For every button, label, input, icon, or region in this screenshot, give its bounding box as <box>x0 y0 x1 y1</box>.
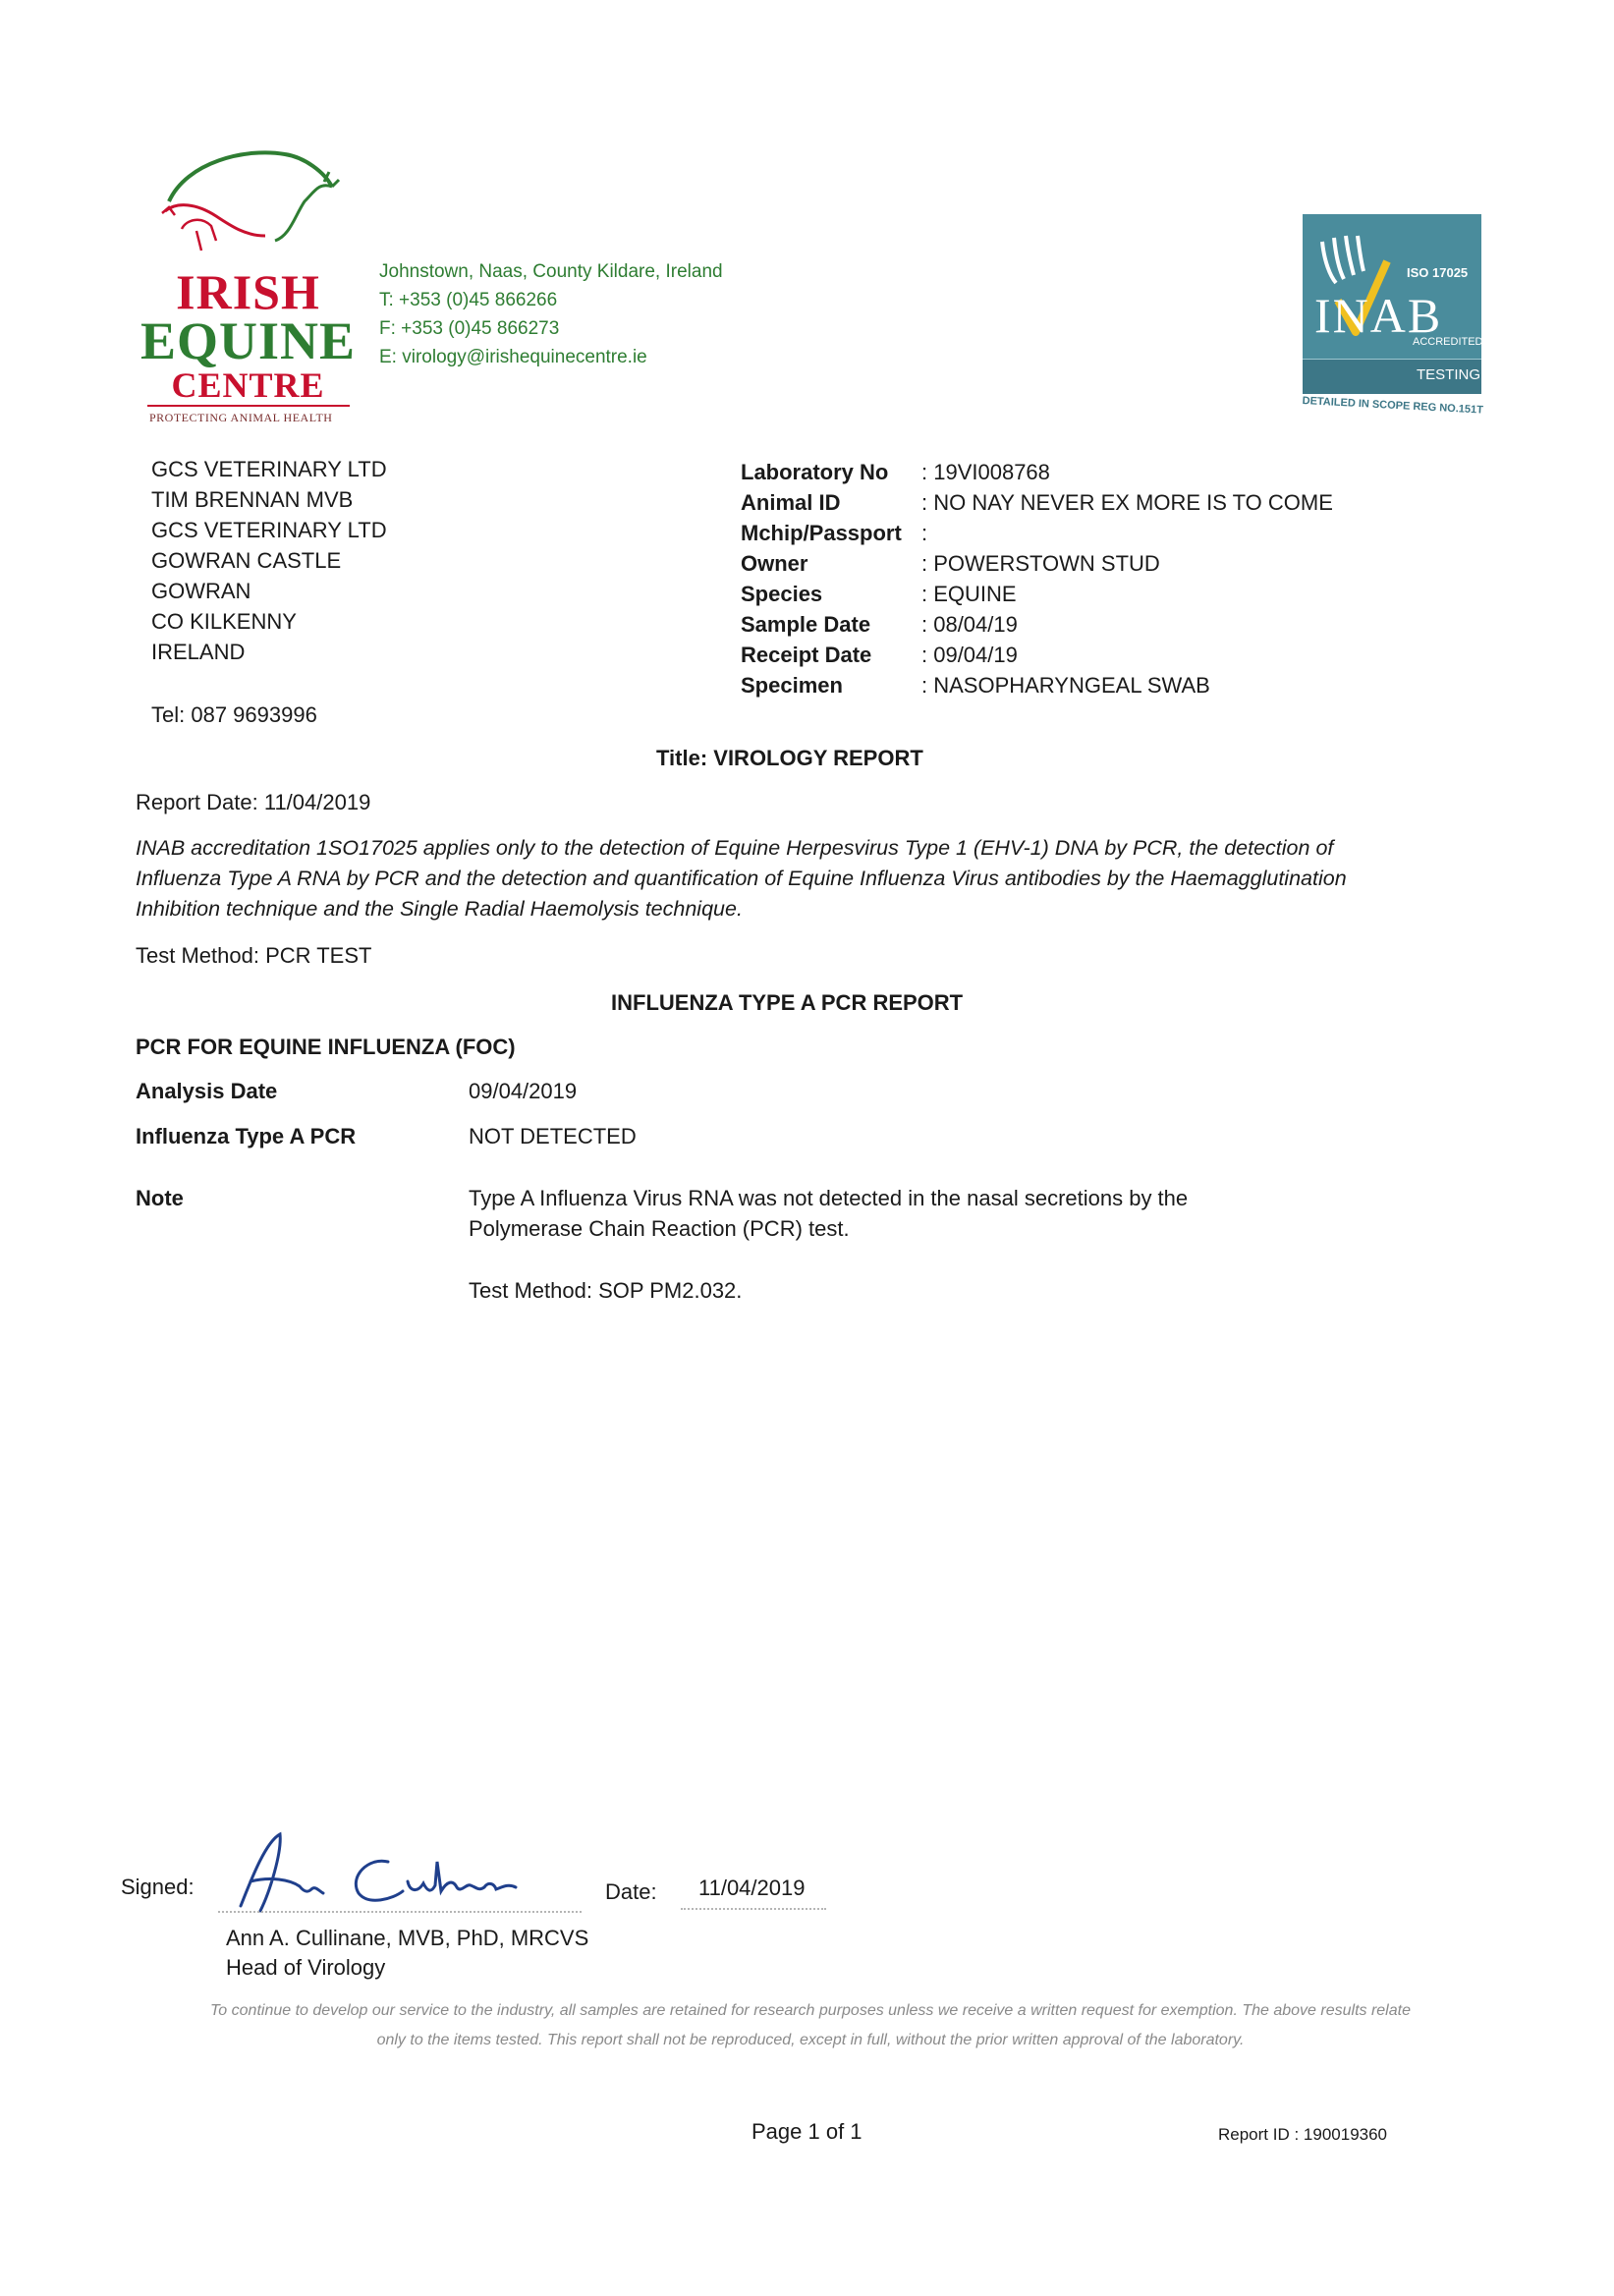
detail-label: Owner <box>741 551 808 576</box>
note-label: Note <box>136 1186 184 1210</box>
detail-value: : 19VI008768 <box>921 460 1050 484</box>
contact-phone: T: +353 (0)45 866266 <box>379 290 558 310</box>
page-number: Page 1 of 1 <box>751 2119 863 2144</box>
sample-details <box>741 457 1333 700</box>
detail-row <box>741 670 1333 700</box>
date-line <box>681 1908 826 1910</box>
detail-row <box>741 457 1333 487</box>
recipient-tel: Tel: 087 9693996 <box>151 702 317 727</box>
analysis-date-label: Analysis Date <box>136 1079 278 1103</box>
detail-label: Specimen <box>741 673 843 698</box>
inab-testing: TESTING <box>1417 366 1481 383</box>
recipient-address <box>151 454 387 667</box>
address-line: TIM BRENNAN MVB <box>151 487 354 512</box>
inab-name: INAB <box>1314 288 1443 343</box>
report-title: Title: VIROLOGY REPORT <box>656 746 923 770</box>
test-method: Test Method: PCR TEST <box>136 943 372 968</box>
method-reference: Test Method: SOP PM2.032. <box>469 1278 743 1303</box>
detail-value: : NO NAY NEVER EX MORE IS TO COME <box>921 490 1333 515</box>
detail-row <box>741 609 1333 640</box>
logo-irish: IRISH <box>176 264 320 319</box>
date-label: Date: <box>605 1879 657 1904</box>
note-text: Type A Influenza Virus RNA was not detected in the nasal secretions by the Polymerase Chain Reaction (PCR) test. <box>469 1186 1189 1241</box>
section-title: INFLUENZA TYPE A PCR REPORT <box>611 990 964 1015</box>
accreditation-note: INAB accreditation 1SO17025 applies only to the detection of Equine Herpesvirus Type 1 (EHV-1) DNA by PCR, the detection of Influenza Type A RNA by PCR and the detection and quantification of Equine Influenza Virus antibodies by the Haemagglutination Inhibition technique and the Single Radial Haemolysis technique. <box>136 836 1347 921</box>
address-line: IRELAND <box>151 640 246 664</box>
result-value: NOT DETECTED <box>469 1124 637 1148</box>
logo-divider <box>147 405 350 407</box>
detail-label: Laboratory No <box>741 460 889 484</box>
detail-row <box>741 640 1333 670</box>
detail-label: Mchip/Passport <box>741 521 902 545</box>
address-line: GOWRAN CASTLE <box>151 548 342 573</box>
footer-note: To continue to develop our service to the industry, all samples are retained for research purposes unless we receive a written request for exemption. The above results relate only to the items tested. This report shall not be reproduced, except in full, without the prior written approval of the laboratory. <box>210 2002 1411 2048</box>
detail-value: : <box>921 521 928 545</box>
detail-row <box>741 548 1333 579</box>
contact-email: E: virology@irishequinecentre.ie <box>379 347 647 367</box>
horse-logo-icon <box>157 142 354 265</box>
detail-value: : NASOPHARYNGEAL SWAB <box>921 673 1210 698</box>
detail-label: Receipt Date <box>741 643 872 667</box>
contact-fax: F: +353 (0)45 866273 <box>379 318 560 339</box>
report-date: Report Date: 11/04/2019 <box>136 790 371 814</box>
detail-value: : EQUINE <box>921 582 1017 606</box>
contact-block <box>379 257 723 371</box>
date-value: 11/04/2019 <box>698 1876 806 1900</box>
signer-name: Ann A. Cullinane, MVB, PhD, MRCVS <box>226 1926 589 1950</box>
logo-centre: CENTRE <box>171 365 325 405</box>
inab-iso: ISO 17025 <box>1407 265 1469 280</box>
address-line: CO KILKENNY <box>151 609 297 634</box>
detail-value: : 09/04/19 <box>921 643 1018 667</box>
pcr-title: PCR FOR EQUINE INFLUENZA (FOC) <box>136 1035 516 1059</box>
detail-row <box>741 518 1333 548</box>
report-id: Report ID : 190019360 <box>1218 2125 1388 2144</box>
inab-scope: DETAILED IN SCOPE REG NO.151T <box>1302 395 1484 417</box>
detail-value: : 08/04/19 <box>921 612 1018 637</box>
address-line: GCS VETERINARY LTD <box>151 518 387 542</box>
detail-label: Species <box>741 582 823 606</box>
contact-address: Johnstown, Naas, County Kildare, Ireland <box>379 261 723 282</box>
detail-row <box>741 487 1333 518</box>
signer-title: Head of Virology <box>226 1955 386 1980</box>
analysis-date-value: 09/04/2019 <box>469 1079 578 1103</box>
logo-tagline: PROTECTING ANIMAL HEALTH <box>149 411 333 424</box>
logo-equine: EQUINE <box>139 311 357 370</box>
signed-label: Signed: <box>121 1875 195 1899</box>
detail-label: Animal ID <box>741 490 841 515</box>
address-line: GCS VETERINARY LTD <box>151 457 387 481</box>
inab-accredited: ACCREDITED <box>1413 336 1483 348</box>
detail-row <box>741 579 1333 609</box>
detail-label: Sample Date <box>741 612 871 637</box>
address-line: GOWRAN <box>151 579 251 603</box>
detail-value: : POWERSTOWN STUD <box>921 551 1160 576</box>
signature-icon <box>221 1822 584 1921</box>
result-label: Influenza Type A PCR <box>136 1124 357 1148</box>
logo-wordmark <box>138 264 359 405</box>
signature-line <box>218 1911 582 1913</box>
